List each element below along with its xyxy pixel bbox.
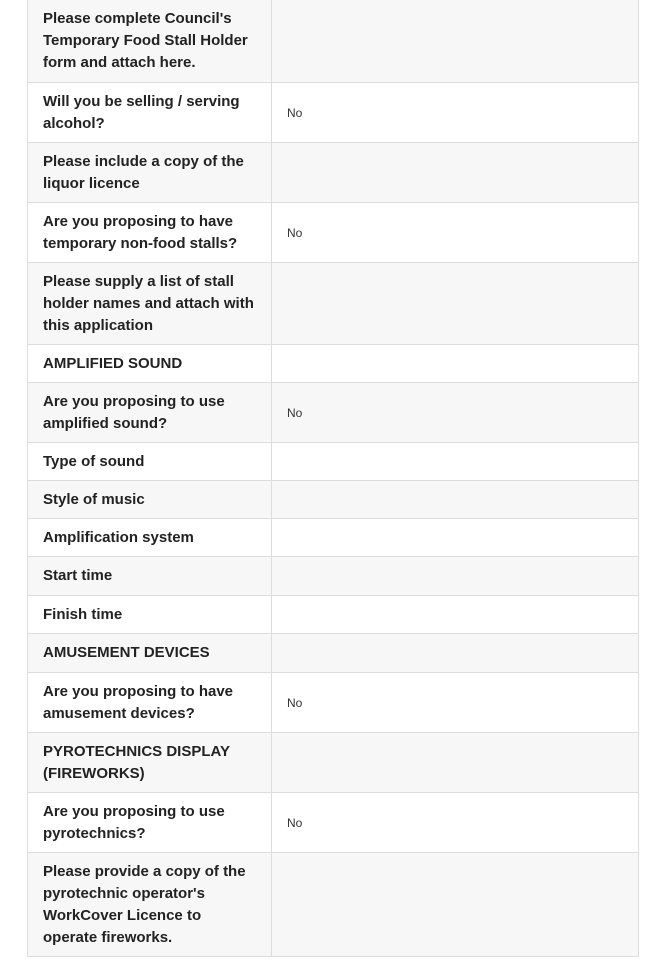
row-value: No [287, 815, 303, 830]
row-value [272, 345, 638, 382]
row-value: No [287, 225, 303, 240]
table-row-style-of-music [28, 480, 638, 518]
row-label: Please supply a list of stall holder names and attach with this application [28, 263, 272, 344]
table-row-amplified-sound [28, 382, 638, 442]
row-value [272, 443, 638, 480]
row-value: No [287, 405, 303, 420]
table-row-section-pyrotechnics [28, 732, 638, 792]
row-value [272, 481, 638, 518]
row-label: Are you proposing to use pyrotechnics? [28, 793, 272, 852]
row-value [272, 519, 638, 556]
row-value [272, 596, 638, 633]
row-value: No [287, 695, 303, 710]
row-label: Start time [28, 557, 272, 595]
table-row-stall-holder-list [28, 262, 638, 344]
row-value [272, 263, 638, 344]
table-row-section-amplified-sound [28, 344, 638, 382]
application-details-table [27, 0, 639, 957]
row-label: Are you proposing to have temporary non-food stalls? [28, 203, 272, 262]
table-row-start-time [28, 556, 638, 595]
row-label: Style of music [28, 481, 272, 518]
row-label: Please provide a copy of the pyrotechnic operator's WorkCover Licence to operate fireworks. [28, 853, 272, 956]
table-row-finish-time [28, 595, 638, 633]
row-value [272, 0, 638, 82]
table-row-food-stall-form [28, 0, 638, 82]
section-heading: PYROTECHNICS DISPLAY (FIREWORKS) [28, 733, 272, 792]
table-row-use-pyrotechnics [28, 792, 638, 852]
table-row-liquor-licence [28, 142, 638, 202]
row-value: No [287, 105, 303, 120]
table-row-amplification-system [28, 518, 638, 556]
row-label: Are you proposing to have amusement devices? [28, 673, 272, 732]
table-row-type-of-sound [28, 442, 638, 480]
row-label: Will you be selling / serving alcohol? [28, 83, 272, 142]
table-row-amusement-devices [28, 672, 638, 732]
row-label: Amplification system [28, 519, 272, 556]
section-heading: AMUSEMENT DEVICES [28, 634, 272, 672]
section-heading: AMPLIFIED SOUND [28, 345, 272, 382]
table-row-selling-alcohol [28, 82, 638, 142]
row-value [272, 853, 638, 956]
table-row-workcover-licence [28, 852, 638, 956]
table-row-section-amusement-devices [28, 633, 638, 672]
row-value [272, 557, 638, 595]
row-value [272, 733, 638, 792]
row-label: Please complete Council's Temporary Food Stall Holder form and attach here. [28, 0, 272, 82]
row-label: Please include a copy of the liquor licence [28, 143, 272, 202]
row-value [272, 143, 638, 202]
row-value [272, 634, 638, 672]
table-row-non-food-stalls [28, 202, 638, 262]
row-label: Type of sound [28, 443, 272, 480]
row-label: Finish time [28, 596, 272, 633]
row-label: Are you proposing to use amplified sound? [28, 383, 272, 442]
